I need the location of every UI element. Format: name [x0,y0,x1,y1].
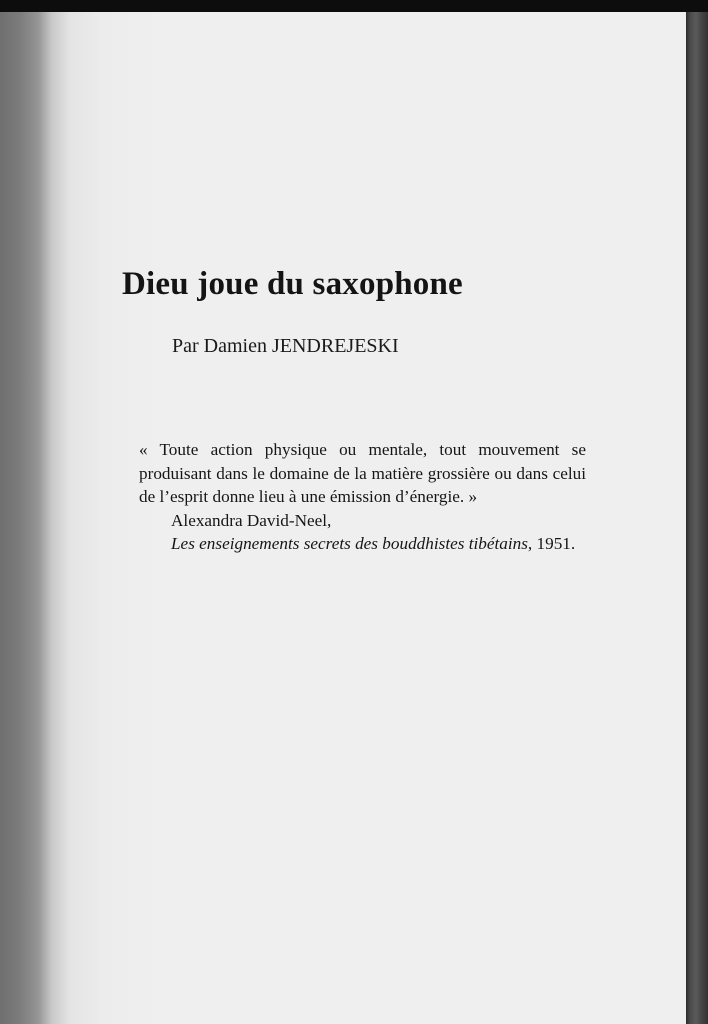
epigraph [139,438,586,556]
scan-top-border [0,0,708,12]
epigraph-source-year: , 1951. [527,534,576,553]
author-byline: Par Damien JENDREJESKI [172,335,399,357]
epigraph-source-title: Les enseignements secrets des bouddhistes tibétains [171,534,528,553]
epigraph-author: Alexandra David-Neel, [171,510,332,530]
book-edge-shadow [686,12,708,1024]
story-title: Dieu joue du saxophone [122,266,463,302]
page-paper [0,12,686,1024]
epigraph-quote: « Toute action physique ou mentale, tout mouvement se produisant dans le domaine de la matière grossière ou dans celui de l’esprit donne lieu à une émission d’énergie. » [139,440,586,506]
bleed-through-text [58,124,598,201]
epigraph-source [139,532,586,556]
